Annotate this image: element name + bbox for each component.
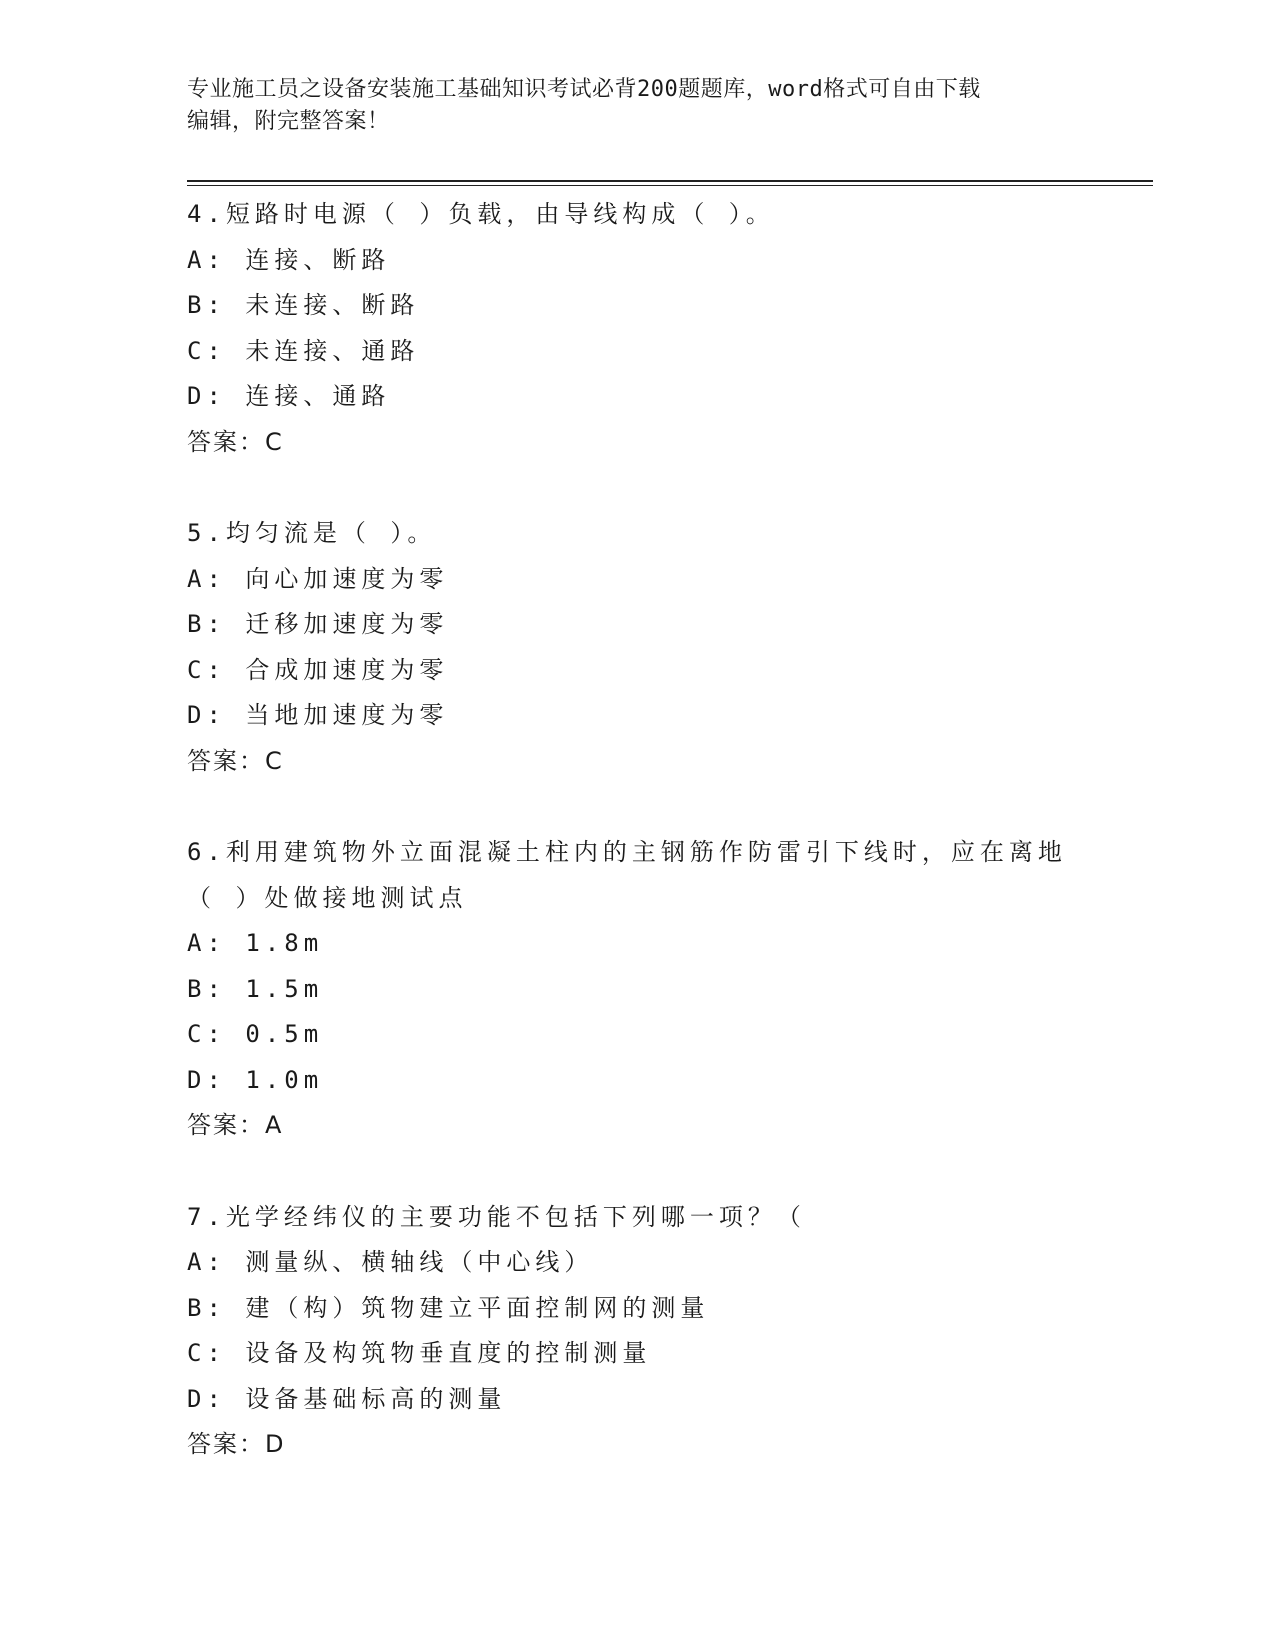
header-divider-thick <box>187 180 1153 182</box>
question-7 <box>187 1195 1117 1468</box>
option-a: A: 测量纵、横轴线（中心线） <box>187 1248 594 1276</box>
option-b: B: 未连接、断路 <box>187 291 420 319</box>
option-d: D: 1.0m <box>187 1065 324 1094</box>
question-6 <box>187 830 1117 1149</box>
question-4 <box>187 192 1117 465</box>
header-title-line-2: 编辑，附完整答案！ <box>187 109 390 134</box>
option-b: B: 建（构）筑物建立平面控制网的测量 <box>187 1293 710 1322</box>
question-stem-line-2: （ ）处做接地测试点 <box>187 883 468 912</box>
answer: 答案：C <box>187 746 284 775</box>
answer: 答案：C <box>187 427 284 456</box>
header-title-line-1: 专业施工员之设备安装施工基础知识考试必背200题题库，word格式可自由下载 <box>187 77 981 102</box>
header-divider-thin <box>187 185 1153 186</box>
answer: 答案：D <box>187 1430 286 1458</box>
option-d: D: 连接、通路 <box>187 382 391 410</box>
option-b: B: 1.5m <box>187 974 324 1003</box>
question-stem-line-1: 6.利用建筑物外立面混凝土柱内的主钢筋作防雷引下线时，应在离地 <box>187 838 1067 866</box>
option-a: A: 连接、断路 <box>187 245 391 274</box>
question-stem: 5.均匀流是（ ）。 <box>187 519 437 547</box>
option-c: C: 设备及构筑物垂直度的控制测量 <box>187 1339 652 1367</box>
answer: 答案：A <box>187 1111 284 1139</box>
option-d: D: 设备基础标高的测量 <box>187 1384 507 1413</box>
question-5 <box>187 511 1117 784</box>
option-c: C: 0.5m <box>187 1020 324 1048</box>
document-header <box>187 74 1087 138</box>
question-stem: 4.短路时电源（ ）负载，由导线构成（ ）。 <box>187 200 775 228</box>
option-c: C: 未连接、通路 <box>187 336 420 365</box>
question-stem: 7.光学经纬仪的主要功能不包括下列哪一项？（ <box>187 1202 806 1231</box>
option-c: C: 合成加速度为零 <box>187 655 449 684</box>
option-d: D: 当地加速度为零 <box>187 701 449 729</box>
option-b: B: 迁移加速度为零 <box>187 610 449 638</box>
option-a: A: 向心加速度为零 <box>187 564 449 593</box>
question-list <box>187 192 1117 1514</box>
option-a: A: 1.8m <box>187 929 324 957</box>
